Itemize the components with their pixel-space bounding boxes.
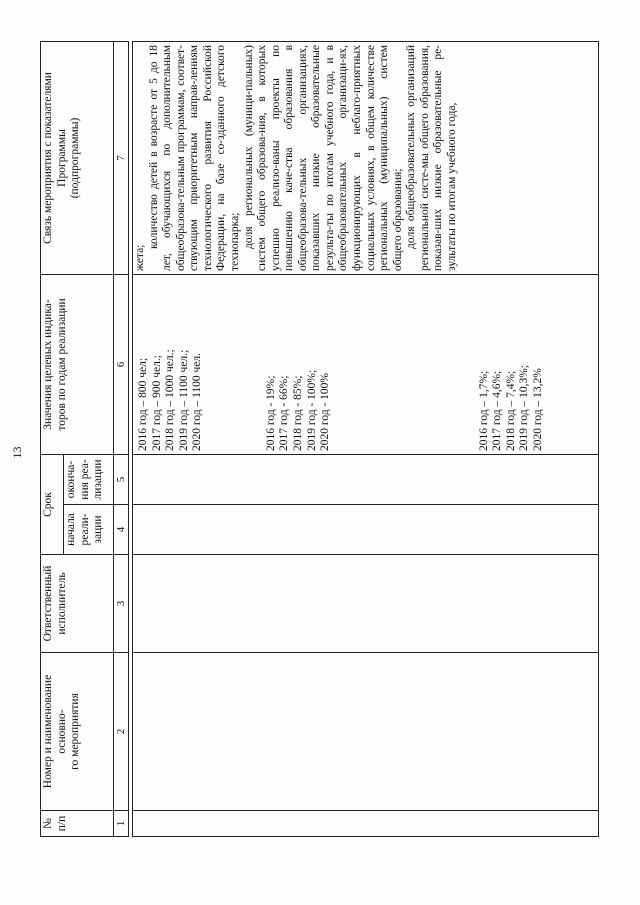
header-row	[41, 41, 64, 836]
cell-executor	[133, 555, 599, 653]
link-paragraph-3: доля региональных (муници-пальных) систем общего образова-ния, в которых успешно реализо-ваны проекты по повышению каче-ства образования в общеобразова-тельных организациях, показавших низкие образовательные результа-ты по итогам учебного года, и в общеобразовательных организаци-ях, функционирующих в неблаго-приятных социальных условиях, в общем количестве региональных (муниципальных) систем общего образования;	[242, 44, 404, 271]
col-num-1: 1	[114, 811, 129, 837]
indicator-group-regional-systems: 2016 год - 19%; 2017 год - 66%; 2018 год - 85%; 2019 год - 100%; 2020 год - 100%	[264, 369, 332, 451]
page-number: 13	[10, 446, 24, 459]
header-end: оконча- ния реа- лизации	[64, 454, 114, 504]
cell-indicator-values	[133, 274, 599, 454]
col-num-2: 2	[114, 653, 129, 811]
header-number: № п/п	[41, 811, 114, 837]
header-program-link: Связь мероприятия с показателями Программы (подпрограммы)	[41, 41, 114, 274]
header-measure-name: Номер и наименование основно- го мероприятия	[41, 653, 114, 811]
header-term: Срок	[41, 454, 64, 554]
cell-end	[133, 454, 599, 504]
indicator-group-children-count: 2016 год – 800 чел; 2017 год – 900 чел.; 2018 год – 1000 чел.; 2019 год – 1100 чел.; 2020 год – 1100 чел.	[137, 349, 204, 451]
col-num-5: 5	[114, 454, 129, 504]
col-num-6: 6	[114, 274, 129, 454]
cell-number	[133, 811, 599, 837]
table-row	[133, 41, 599, 836]
col-num-4: 4	[114, 505, 129, 555]
col-num-7: 7	[114, 41, 129, 274]
header-start: начала реали- зации	[64, 505, 114, 555]
header-indicator-values: Значения целевых индика- торов по годам реализации	[41, 274, 114, 454]
cell-start	[133, 505, 599, 555]
column-number-row	[114, 41, 129, 836]
col-num-3: 3	[114, 555, 129, 653]
cell-measure-name	[133, 653, 599, 811]
link-paragraph-4: доля общеобразовательных организаций региональной систе-мы общего образования, показав-ших низкие образовательные ре-зультаты по итогам учебного года,	[405, 44, 458, 271]
program-table	[40, 41, 599, 837]
indicator-group-low-results-share: 2016 год – 1,7%; 2017 год – 4,6%; 2018 год – 7,4%; 2019 год – 10,3%; 2020 год – 13,2%	[477, 365, 544, 451]
cell-program-link	[133, 41, 599, 274]
link-paragraph-1: жета;	[134, 244, 146, 271]
header-executor: Ответственный исполнитель	[41, 555, 114, 653]
link-paragraph-2: количество детей в возрасте от 5 до 18 лет, обучающихся по дополнительным общеобразова-тельным программам, соответ-ствующим приоритетным направ-лениям технологического развития Российской Федерации, на базе со-зданного детского технопарка;	[147, 44, 241, 271]
